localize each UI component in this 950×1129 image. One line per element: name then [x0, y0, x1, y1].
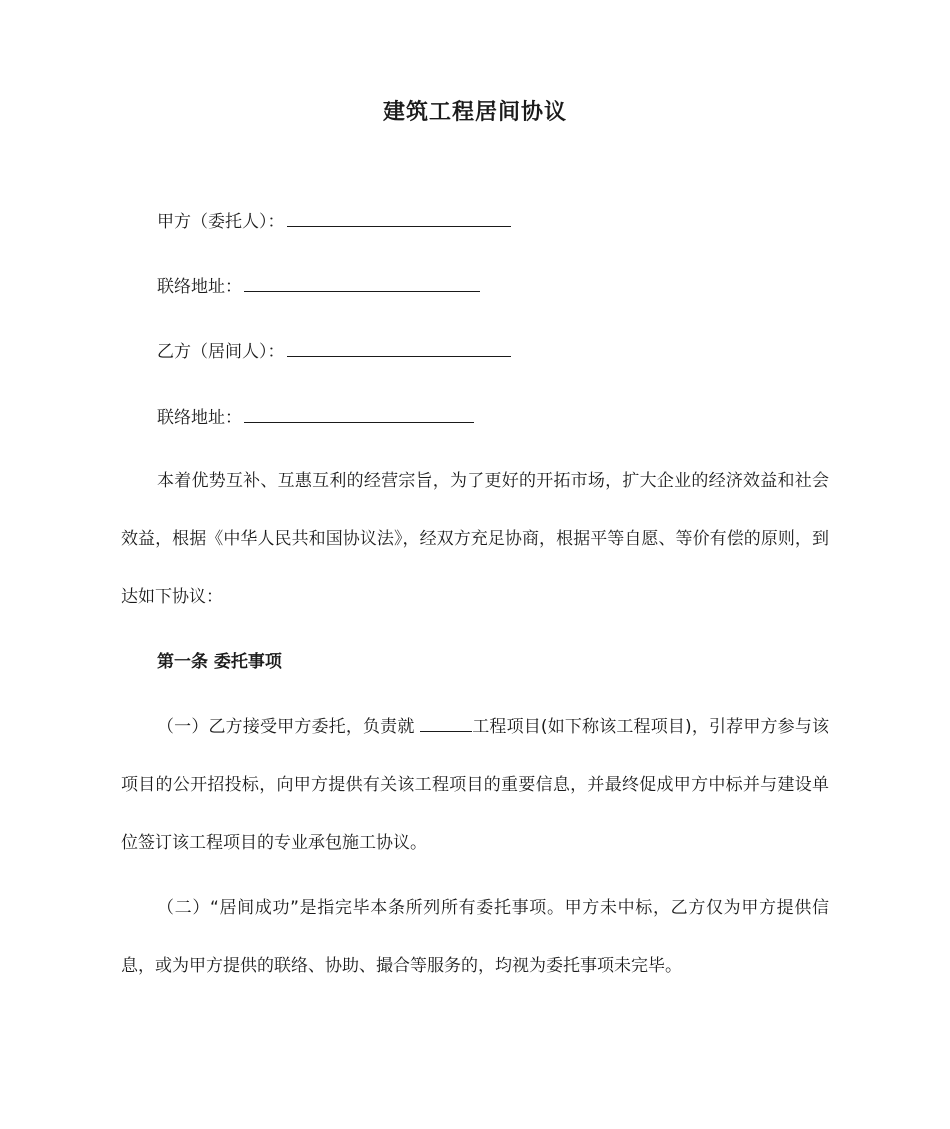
party-a-address-label: 联络地址： [157, 277, 242, 297]
party-b-address-label: 联络地址： [157, 408, 242, 428]
party-a-blank [287, 208, 511, 227]
party-a-field [157, 208, 511, 235]
party-b-field [157, 338, 511, 365]
party-a-address-field [157, 273, 480, 300]
party-b-blank [287, 338, 511, 357]
project-name-blank [420, 715, 472, 732]
article-1-heading: 第一条 委托事项 [157, 652, 282, 672]
article-1-clause-2: （二）“居间成功”是指完毕本条所列所有委托事项。甲方未中标，乙方仅为甲方提供信息，或为甲方提供的联络、协助、撮合等服务的，均视为委托事项未完毕。 [121, 898, 829, 976]
clause-1-text-before: （一）乙方接受甲方委托，负责就 [157, 717, 421, 737]
clause-1-text-after: 工程项目(如下称该工程项目)，引荐甲方参与该项目的公开招投标，向甲方提供有关该工程项目的重要信息，并最终促成甲方中标并与建设单位签订该工程项目的专业承包施工协议。 [121, 717, 830, 853]
party-b-label: 乙方（居间人）： [157, 342, 285, 362]
party-a-label: 甲方（委托人）： [157, 212, 285, 232]
party-b-address-blank [244, 404, 474, 423]
preamble-paragraph: 本着优势互补、互惠互利的经营宗旨，为了更好的开拓市场，扩大企业的经济效益和社会效益，根据《中华人民共和国协议法》，经双方充足协商，根据平等自愿、等价有偿的原则，到达如下协议： [121, 471, 829, 607]
party-b-address-field [157, 404, 474, 431]
party-a-address-blank [244, 273, 480, 292]
article-1-clause-1 [121, 698, 829, 872]
document-title: 建筑工程居间协议 [382, 100, 567, 125]
